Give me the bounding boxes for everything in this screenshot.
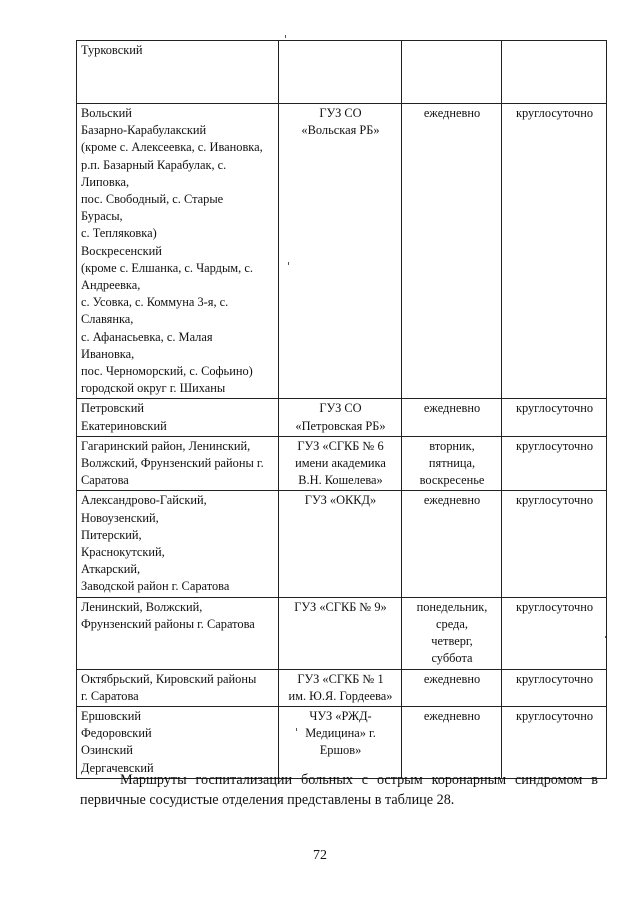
- scan-speck: [288, 262, 289, 265]
- cell-line: Гагаринский район, Ленинский,: [81, 438, 251, 453]
- cell-line: Петровский: [81, 401, 144, 416]
- cell-hours: [502, 706, 607, 778]
- cell-days: [402, 104, 502, 399]
- cell-line: круглосуточно: [515, 599, 594, 614]
- cell-line: Андреевка,: [81, 278, 141, 293]
- cell-hours: [502, 41, 607, 104]
- cell-line: Волжский, Фрунзенский районы г.: [81, 456, 264, 471]
- cell-line: Ивановка,: [81, 346, 135, 361]
- cell-hospital: [279, 491, 402, 597]
- cell-line: Ершов»: [319, 743, 362, 758]
- cell-hospital: [279, 597, 402, 669]
- cell-line: Медицина» г.: [305, 726, 376, 741]
- cell-line: (кроме с. Алексеевка, с. Ивановка,: [81, 140, 263, 155]
- cell-line: р.п. Базарный Карабулак, с.: [81, 157, 227, 172]
- cell-line: воскресенье: [419, 473, 485, 488]
- cell-line: круглосуточно: [515, 438, 594, 453]
- cell-hours: [502, 436, 607, 491]
- table-row: [77, 597, 607, 669]
- cell-line: (кроме с. Елшанка, с. Чардым, с.: [81, 260, 253, 275]
- cell-line: ГУЗ «СГКБ № 1: [297, 671, 384, 686]
- cell-hospital: [279, 104, 402, 399]
- cell-line: с. Усовка, с. Коммуна 3-я, с.: [81, 295, 229, 310]
- cell-hospital: [279, 41, 402, 104]
- cell-line: Вольский: [81, 106, 132, 120]
- cell-line: среда,: [436, 616, 468, 631]
- cell-line: ежедневно: [423, 671, 481, 686]
- cell-hospital: [279, 399, 402, 436]
- hospitalization-routes-table: [76, 40, 607, 779]
- cell-days: [402, 491, 502, 597]
- cell-line: Славянка,: [81, 312, 134, 327]
- cell-areas: [77, 491, 279, 597]
- table-row: [77, 399, 607, 436]
- cell-line: ГУЗ «СГКБ № 9»: [294, 599, 387, 614]
- cell-line: вторник,: [429, 438, 475, 453]
- cell-line: Дергачевский: [81, 760, 154, 775]
- cell-line: Екатериновский: [81, 418, 167, 433]
- cell-line: городской округ г. Шиханы: [81, 381, 226, 396]
- cell-line: ежедневно: [423, 401, 481, 416]
- cell-hospital: [279, 436, 402, 491]
- cell-line: круглосуточно: [515, 106, 594, 120]
- cell-days: [402, 669, 502, 706]
- cell-line: ежедневно: [423, 106, 481, 120]
- cell-line: Октябрьский, Кировский районы: [81, 671, 257, 686]
- cell-line: пос. Черноморский, с. Софьино): [81, 364, 253, 379]
- cell-line: Аткарский,: [81, 562, 141, 577]
- cell-hospital: [279, 669, 402, 706]
- cell-days: [402, 399, 502, 436]
- cell-areas: [77, 597, 279, 669]
- cell-line: Александрово-Гайский,: [81, 493, 207, 508]
- cell-areas: [77, 436, 279, 491]
- cell-line: с. Тепляковка): [81, 226, 157, 241]
- cell-line: «Вольская РБ»: [301, 123, 380, 138]
- cell-hours: [502, 597, 607, 669]
- cell-areas: [77, 104, 279, 399]
- table-row: [77, 41, 607, 104]
- cell-hours: [502, 104, 607, 399]
- cell-days: [402, 597, 502, 669]
- cell-line: круглосуточно: [515, 401, 594, 416]
- cell-line: ГУЗ СО: [319, 106, 362, 120]
- cell-line: Фрунзенский районы г. Саратова: [81, 616, 255, 631]
- cell-line: ежедневно: [423, 708, 481, 723]
- cell-line: ГУЗ «СГКБ № 6: [297, 438, 384, 453]
- cell-hours: [502, 399, 607, 436]
- cell-line: круглосуточно: [515, 671, 594, 686]
- cell-line: Ленинский, Волжский,: [81, 599, 203, 614]
- cell-line: Новоузенский,: [81, 510, 159, 525]
- cell-line: круглосуточно: [515, 708, 594, 723]
- table-row: [77, 104, 607, 399]
- page-number: 72: [313, 848, 327, 863]
- cell-areas: [77, 399, 279, 436]
- cell-line: Краснокутский,: [81, 545, 165, 560]
- cell-line: пятница,: [428, 456, 476, 471]
- cell-line: Ершовский: [81, 708, 142, 723]
- cell-line: суббота: [431, 651, 473, 666]
- cell-hospital: [279, 706, 402, 778]
- cell-line: г. Саратова: [81, 688, 139, 703]
- cell-line: четверг,: [431, 634, 473, 649]
- cell-line: В.Н. Кошелева»: [298, 473, 383, 488]
- table-row: [77, 491, 607, 597]
- cell-line: Турковский: [81, 43, 143, 57]
- cell-line: Федоровский: [81, 726, 152, 741]
- cell-days: [402, 706, 502, 778]
- cell-line: «Петровская РБ»: [295, 418, 386, 433]
- routes-note-paragraph: Маршруты госпитализации больных с острым коронарным синдромом в первичные сосудистые отделения представлены в таблице 28.: [80, 772, 598, 808]
- cell-line: Воскресенский: [81, 243, 162, 258]
- cell-line: имени академика: [295, 456, 386, 471]
- cell-hours: [502, 669, 607, 706]
- cell-line: Бурасы,: [81, 209, 123, 224]
- cell-line: пос. Свободный, с. Старые: [81, 192, 224, 207]
- cell-line: Саратова: [81, 473, 129, 488]
- scan-speck: [296, 728, 297, 731]
- cell-days: [402, 41, 502, 104]
- cell-line: с. Афанасьевка, с. Малая: [81, 329, 213, 344]
- cell-line: ежедневно: [423, 493, 481, 508]
- table-row: [77, 706, 607, 778]
- scan-speck: [605, 636, 606, 638]
- cell-line: круглосуточно: [515, 493, 594, 508]
- cell-line: Липовка,: [81, 174, 130, 189]
- cell-line: Озинский: [81, 743, 133, 758]
- table-row: [77, 436, 607, 491]
- cell-areas: [77, 706, 279, 778]
- cell-line: Базарно-Карабулакский: [81, 123, 207, 138]
- scan-speck: [285, 35, 286, 38]
- table-row: [77, 669, 607, 706]
- cell-line: ГУЗ СО: [319, 401, 362, 416]
- cell-line: ГУЗ «ОККД»: [304, 493, 377, 508]
- cell-areas: [77, 41, 279, 104]
- cell-hours: [502, 491, 607, 597]
- cell-line: ЧУЗ «РЖД-: [309, 708, 372, 723]
- cell-line: понедельник,: [416, 599, 488, 614]
- cell-days: [402, 436, 502, 491]
- cell-line: Заводской район г. Саратова: [81, 579, 230, 594]
- cell-areas: [77, 669, 279, 706]
- cell-line: им. Ю.Я. Гордеева»: [288, 688, 393, 703]
- cell-line: Питерский,: [81, 527, 142, 542]
